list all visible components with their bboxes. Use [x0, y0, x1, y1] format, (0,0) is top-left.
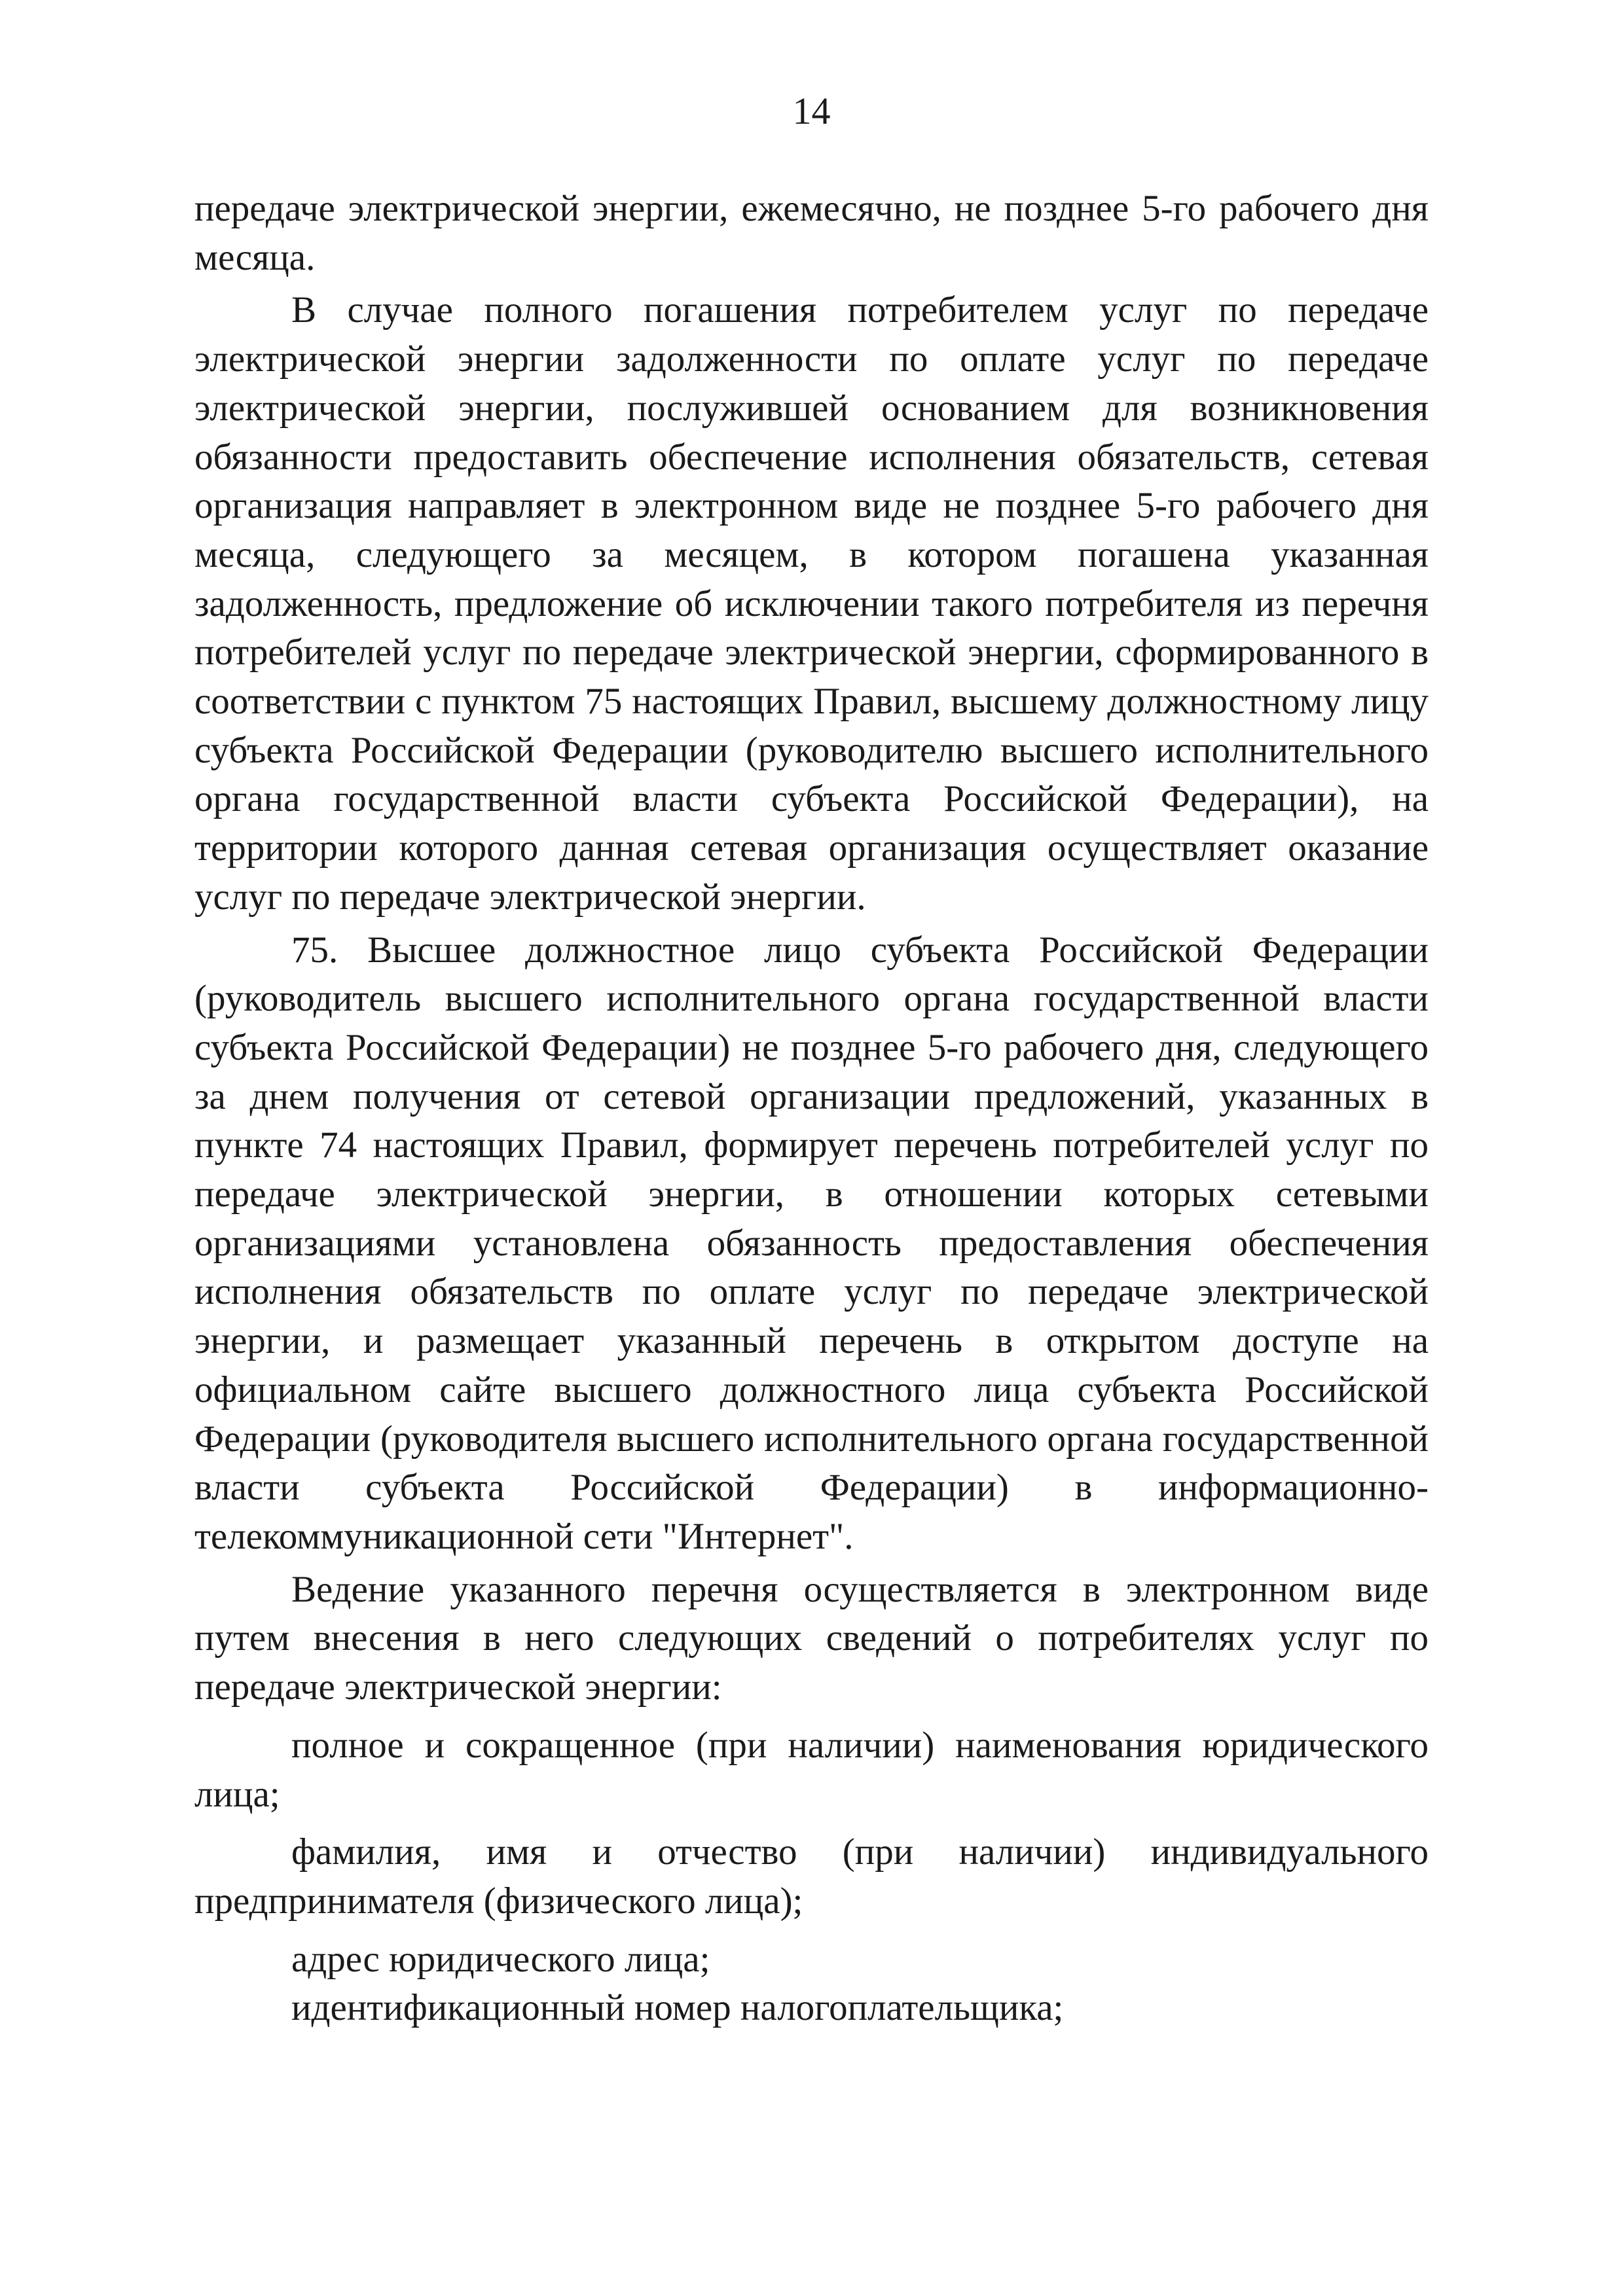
- page-number: 14: [792, 90, 831, 132]
- paragraph-continuation: передаче электрической энергии, ежемесячно, не позднее 5-го рабочего дня месяца.: [194, 188, 1429, 278]
- paragraph-clause-75: 75. Высшее должностное лицо субъекта Российской Федерации (руководитель высшего исполнительного органа государственной власти субъекта Российской Федерации) не позднее 5-го рабочего дня, следующего за днем получения от сетевой организации предложений, указанных в пункте 74 настоящих Правил, формирует перечень потребителей услуг по передаче электрической энергии, в отношении которых сетевыми организациями установлена обязанность предоставления обеспечения исполнения обязательств по оплате услуг по передаче электрической энергии, и размещает указанный перечень в открытом доступе на официальном сайте высшего должностного лица субъекта Российской Федерации (руководителя высшего исполнительного органа государственной власти субъекта Российской Федерации) в информационно-телекоммуникационной сети "Интернет".: [194, 929, 1429, 1557]
- list-item-legal-entity-name: полное и сокращенное (при наличии) наименования юридического лица;: [194, 1724, 1429, 1815]
- paragraph-list-maintenance: Ведение указанного перечня осуществляется в электронном виде путем внесения в него следующих сведений о потребителях услуг по передаче электрической энергии:: [194, 1568, 1429, 1708]
- list-item-tax-id: идентификационный номер налогоплательщика;: [291, 1987, 1064, 2029]
- list-item-legal-address: адрес юридического лица;: [291, 1938, 710, 1980]
- list-item-entrepreneur-name: фамилия, имя и отчество (при наличии) индивидуального предпринимателя (физического лица);: [194, 1831, 1429, 1922]
- paragraph-debt-repayment: В случае полного погашения потребителем услуг по передаче электрической энергии задолженности по оплате услуг по передаче электрической энергии, послужившей основанием для возникновения обязанности предоставить обеспечение исполнения обязательств, сетевая организация направляет в электронном виде не позднее 5-го рабочего дня месяца, следующего за месяцем, в котором погашена указанная задолженность, предложение об исключении такого потребителя из перечня потребителей услуг по передаче электрической энергии, сформированного в соответствии с пунктом 75 настоящих Правил, высшему должностному лицу субъекта Российской Федерации (руководителю высшего исполнительного органа государственной власти субъекта Российской Федерации), на территории которого данная сетевая организация осуществляет оказание услуг по передаче электрической энергии.: [194, 289, 1429, 918]
- document-body: [194, 185, 1429, 2033]
